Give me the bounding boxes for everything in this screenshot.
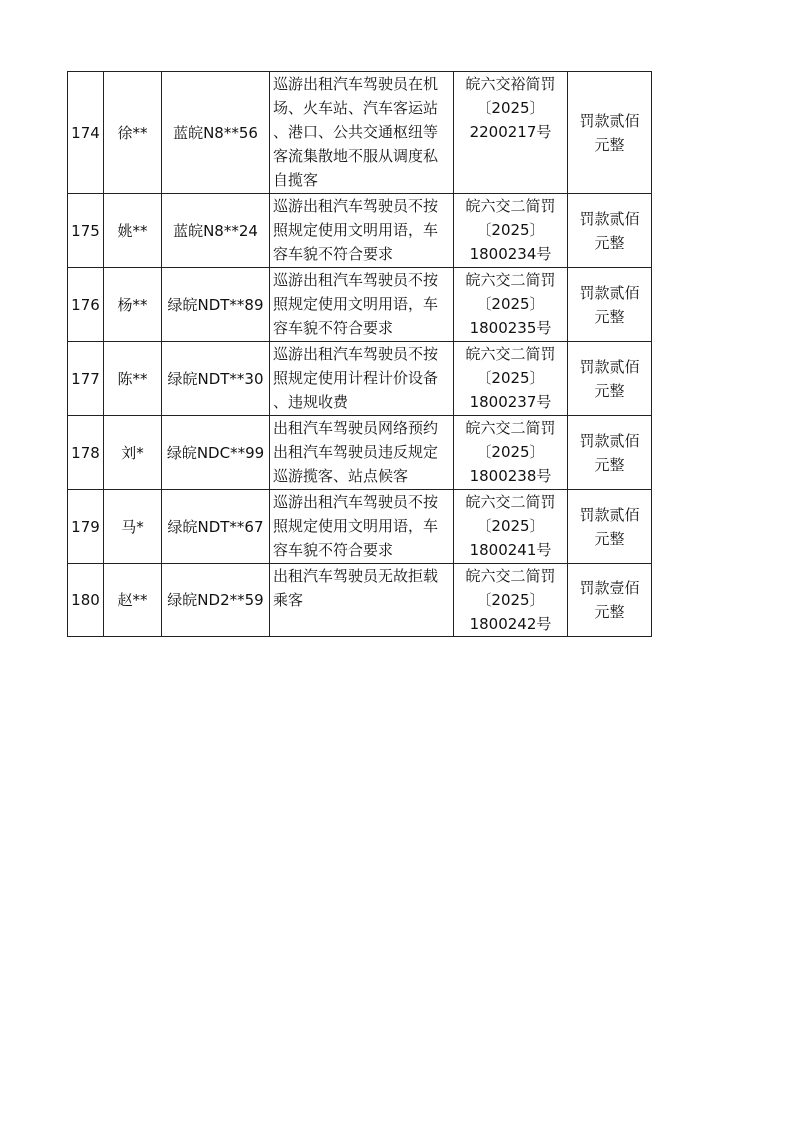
record-violation: 巡游出租汽车驾驶员不按 照规定使用文明用语，车 容车貌不符合要求 xyxy=(270,268,454,342)
record-violation: 巡游出租汽车驾驶员不按 照规定使用文明用语，车 容车貌不符合要求 xyxy=(270,194,454,268)
record-name: 杨** xyxy=(104,268,162,342)
record-index: 180 xyxy=(68,564,104,637)
table-row xyxy=(68,564,652,637)
record-doc-number: 皖六交二简罚 〔2025〕 1800235号 xyxy=(454,268,568,342)
record-plate: 蓝皖N8**56 xyxy=(162,72,270,194)
record-penalty: 罚款贰佰 元整 xyxy=(568,342,652,416)
record-violation: 出租汽车驾驶员无故拒载 乘客 xyxy=(270,564,454,637)
record-plate: 绿皖NDT**67 xyxy=(162,490,270,564)
record-violation: 出租汽车驾驶员网络预约 出租汽车驾驶员违反规定 巡游揽客、站点候客 xyxy=(270,416,454,490)
table-row xyxy=(68,490,652,564)
record-index: 179 xyxy=(68,490,104,564)
table-row xyxy=(68,416,652,490)
record-plate: 绿皖ND2**59 xyxy=(162,564,270,637)
record-index: 176 xyxy=(68,268,104,342)
record-plate: 绿皖NDT**30 xyxy=(162,342,270,416)
record-violation: 巡游出租汽车驾驶员不按 照规定使用计程计价设备 、违规收费 xyxy=(270,342,454,416)
record-name: 刘* xyxy=(104,416,162,490)
record-penalty: 罚款贰佰 元整 xyxy=(568,268,652,342)
record-name: 姚** xyxy=(104,194,162,268)
record-index: 177 xyxy=(68,342,104,416)
record-index: 174 xyxy=(68,72,104,194)
record-doc-number: 皖六交二简罚 〔2025〕 1800238号 xyxy=(454,416,568,490)
record-violation: 巡游出租汽车驾驶员不按 照规定使用文明用语，车 容车貌不符合要求 xyxy=(270,490,454,564)
record-plate: 绿皖NDT**89 xyxy=(162,268,270,342)
record-name: 赵** xyxy=(104,564,162,637)
record-penalty: 罚款贰佰 元整 xyxy=(568,72,652,194)
table-row xyxy=(68,194,652,268)
record-doc-number: 皖六交二简罚 〔2025〕 1800237号 xyxy=(454,342,568,416)
table-row xyxy=(68,268,652,342)
record-doc-number: 皖六交二简罚 〔2025〕 1800234号 xyxy=(454,194,568,268)
record-plate: 蓝皖N8**24 xyxy=(162,194,270,268)
record-index: 175 xyxy=(68,194,104,268)
record-doc-number: 皖六交裕简罚 〔2025〕 2200217号 xyxy=(454,72,568,194)
record-name: 徐** xyxy=(104,72,162,194)
record-penalty: 罚款贰佰 元整 xyxy=(568,490,652,564)
record-name: 马* xyxy=(104,490,162,564)
record-penalty: 罚款贰佰 元整 xyxy=(568,416,652,490)
record-violation: 巡游出租汽车驾驶员在机 场、火车站、汽车客运站 、港口、公共交通枢纽等 客流集散地不服从调度私 自揽客 xyxy=(270,72,454,194)
record-plate: 绿皖NDC**99 xyxy=(162,416,270,490)
record-doc-number: 皖六交二简罚 〔2025〕 1800241号 xyxy=(454,490,568,564)
record-index: 178 xyxy=(68,416,104,490)
table-row xyxy=(68,72,652,194)
penalty-records-table xyxy=(67,71,652,637)
record-penalty: 罚款贰佰 元整 xyxy=(568,194,652,268)
record-penalty: 罚款壹佰 元整 xyxy=(568,564,652,637)
record-doc-number: 皖六交二简罚 〔2025〕 1800242号 xyxy=(454,564,568,637)
table-row xyxy=(68,342,652,416)
record-name: 陈** xyxy=(104,342,162,416)
